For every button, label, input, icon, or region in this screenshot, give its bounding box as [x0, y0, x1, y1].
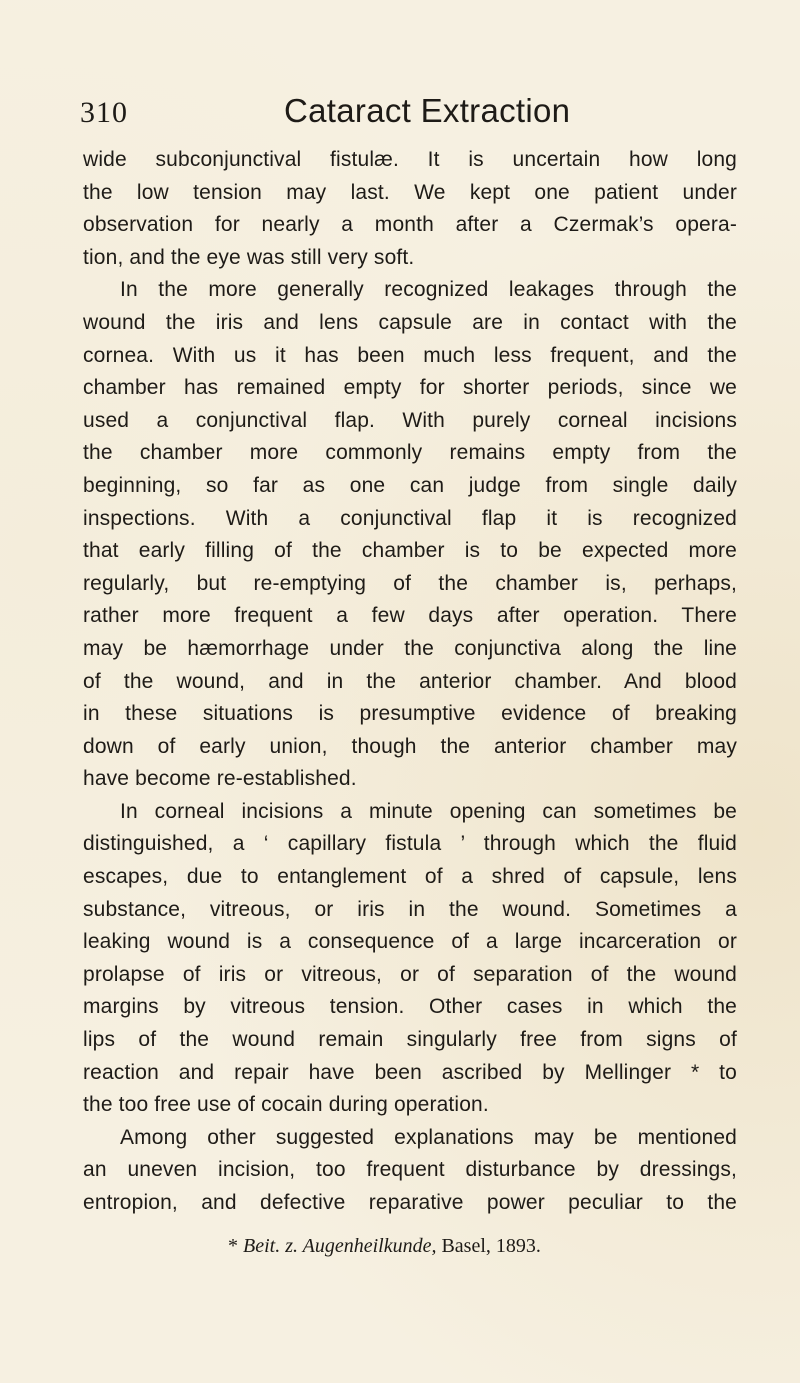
text-line: of the wound, and in the anterior chamber. And blood: [83, 669, 737, 693]
text-line: margins by vitreous tension. Other cases in which the: [83, 995, 737, 1019]
text-line: lips of the wound remain singularly free from signs of: [83, 1028, 737, 1052]
footnote: [228, 1235, 541, 1258]
text-line: reaction and repair have been ascribed by Mellinger * to: [83, 1060, 737, 1084]
text-line: In the more generally recognized leakages through the: [120, 278, 737, 302]
text-line: may be hæmorrhage under the conjunctiva along the line: [83, 636, 737, 660]
footnote-journal: Beit. z. Augenheilkunde,: [243, 1235, 437, 1257]
text-line: that early filling of the chamber is to be expected more: [83, 539, 737, 563]
text-line: regularly, but re-emptying of the chamber is, perhaps,: [83, 571, 737, 595]
text-line: cornea. With us it has been much less frequent, and the: [83, 343, 737, 367]
text-line: the chamber more commonly remains empty from the: [83, 441, 737, 465]
text-line: leaking wound is a consequence of a large incarceration or: [83, 930, 737, 954]
text-line: have become re-established.: [83, 767, 357, 791]
text-line: an uneven incision, too frequent disturbance by dressings,: [83, 1158, 737, 1182]
text-line: the low tension may last. We kept one patient under: [83, 180, 737, 204]
text-line: prolapse of iris or vitreous, or of separation of the wound: [83, 962, 737, 986]
text-line: In corneal incisions a minute opening can sometimes be: [120, 799, 737, 823]
text-line: tion, and the eye was still very soft.: [83, 245, 415, 269]
text-line: Among other suggested explanations may be mentioned: [120, 1125, 737, 1149]
text-line: escapes, due to entanglement of a shred of capsule, lens: [83, 865, 737, 889]
page-header: [0, 92, 800, 146]
text-line: in these situations is presumptive evidence of breaking: [83, 702, 737, 726]
running-title: Cataract Extraction: [284, 92, 571, 129]
text-line: wound the iris and lens capsule are in contact with the: [83, 310, 737, 334]
text-line: rather more frequent a few days after operation. There: [83, 604, 737, 628]
footnote-marker: *: [228, 1235, 238, 1257]
text-line: inspections. With a conjunctival flap it is recognized: [83, 506, 737, 530]
text-line: entropion, and defective reparative power peculiar to the: [83, 1191, 737, 1214]
footnote-rest: Basel, 1893.: [441, 1235, 541, 1257]
text-line: distinguished, a ‘ capillary fistula ’ through which the fluid: [83, 832, 737, 856]
text-line: chamber has remained empty for shorter periods, since we: [83, 376, 737, 400]
text-line: the too free use of cocain during operation.: [83, 1093, 489, 1117]
text-line: down of early union, though the anterior chamber may: [83, 734, 737, 758]
text-line: used a conjunctival flap. With purely corneal incisions: [83, 408, 737, 432]
text-line: wide subconjunctival fistulæ. It is uncertain how long: [83, 148, 737, 171]
body-text: [83, 144, 737, 1220]
page-number: 310: [80, 96, 128, 129]
text-line: substance, vitreous, or iris in the wound. Sometimes a: [83, 897, 737, 921]
text-line: beginning, so far as one can judge from single daily: [83, 473, 737, 497]
text-line: observation for nearly a month after a Czermak’s opera-: [83, 213, 737, 237]
